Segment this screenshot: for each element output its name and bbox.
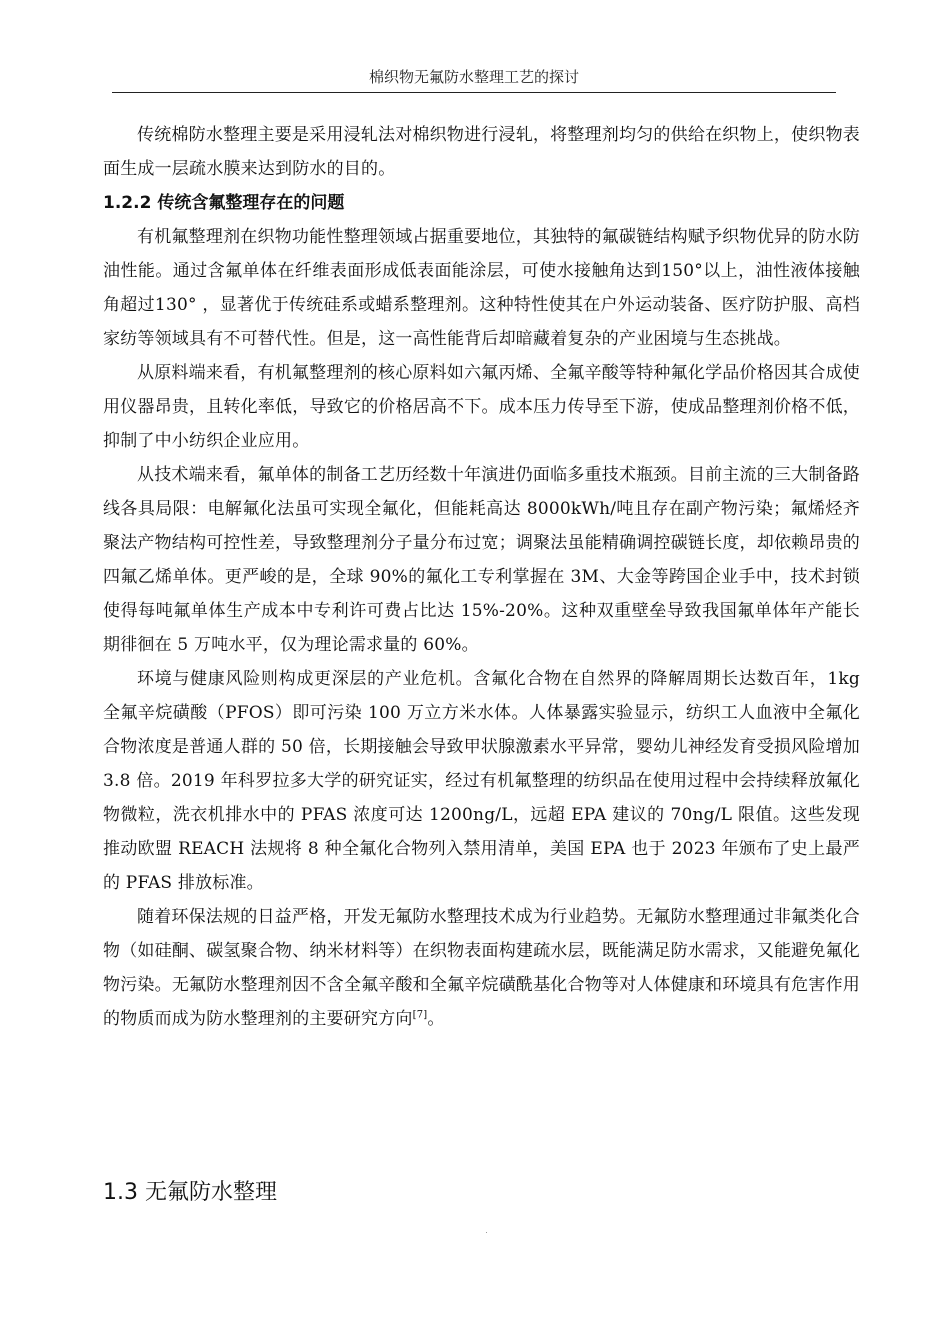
- paragraph: 从技术端来看，氟单体的制备工艺历经数十年演进仍面临多重技术瓶颈。目前主流的三大制备路线各具局限：电解氟化法虽可实现全氟化，但能耗高达 8000kWh/吨且存在副产物污染；氟烯烃齐聚法产物结构可控性差，导致整理剂分子量分布过宽；调聚法虽能精确调控碳链长度，却依赖昂贵的四氟乙烯单体。更严峻的是，全球 90%的氟化工专利掌握在 3M、大金等跨国企业手中，技术封锁使得每吨氟单体生产成本中专利许可费占比达 15%-20%。这种双重壁垒导致我国氟单体年产能长期徘徊在 5 万吨水平，仅为理论需求量的 60%。: [103, 465, 860, 655]
- paragraph: 传统棉防水整理主要是采用浸轧法对棉织物进行浸轧，将整理剂均匀的供给在织物上，使织物表面生成一层疏水膜来达到防水的目的。: [103, 125, 860, 179]
- page-mark: [486, 1232, 487, 1233]
- running-header: 棉织物无氟防水整理工艺的探讨: [112, 66, 836, 93]
- paragraph-end: 。: [427, 1009, 445, 1029]
- citation-mark: [7]: [412, 1009, 428, 1021]
- paragraph: 从原料端来看，有机氟整理剂的核心原料如六氟丙烯、全氟辛酸等特种氟化学品价格因其合成使用仪器昂贵，且转化率低，导致它的价格居高不下。成本压力传导至下游，使成品整理剂价格不低，抑制了中小纺织企业应用。: [103, 363, 860, 451]
- paragraph: 有机氟整理剂在织物功能性整理领域占据重要地位，其独特的氟碳链结构赋予织物优异的防水防油性能。通过含氟单体在纤维表面形成低表面能涂层，可使水接触角达到150°以上，油性液体接触角超过130° ，显著优于传统硅系或蜡系整理剂。这种特性使其在户外运动装备、医疗防护服、高档家纺等领域具有不可替代性。但是，这一高性能背后却暗藏着复杂的产业困境与生态挑战。: [103, 227, 860, 349]
- paragraph-text: 随着环保法规的日益严格，开发无氟防水整理技术成为行业趋势。无氟防水整理通过非氟类化合物（如硅酮、碳氢聚合物、纳米材料等）在织物表面构建疏水层，既能满足防水需求，又能避免氟化物污染。无氟防水整理剂因不含全氟辛酸和全氟辛烷磺酰基化合物等对人体健康和环境具有危害作用的物质而成为防水整理剂的主要研究方向: [103, 907, 860, 1029]
- section-heading: 1.3 无氟防水整理: [103, 1180, 277, 1205]
- subsection-heading: 1.2.2 传统含氟整理存在的问题: [103, 193, 345, 213]
- document-body: [103, 118, 860, 1036]
- paragraph: 环境与健康风险则构成更深层的产业危机。含氟化合物在自然界的降解周期长达数百年，1kg 全氟辛烷磺酸（PFOS）即可污染 100 万立方米水体。人体暴露实验显示，纺织工人血液中全氟化合物浓度是普通人群的 50 倍，长期接触会导致甲状腺激素水平异常，婴幼儿神经发育受损风险增加 3.8 倍。2019 年科罗拉多大学的研究证实，经过有机氟整理的纺织品在使用过程中会持续释放氟化物微粒，洗衣机排水中的 PFAS 浓度可达 1200ng/L，远超 EPA 建议的 70ng/L 限值。这些发现推动欧盟 REACH 法规将 8 种全氟化合物列入禁用清单，美国 EPA 也于 2023 年颁布了史上最严的 PFAS 排放标准。: [103, 669, 860, 893]
- paragraph-with-citation: [103, 900, 860, 1036]
